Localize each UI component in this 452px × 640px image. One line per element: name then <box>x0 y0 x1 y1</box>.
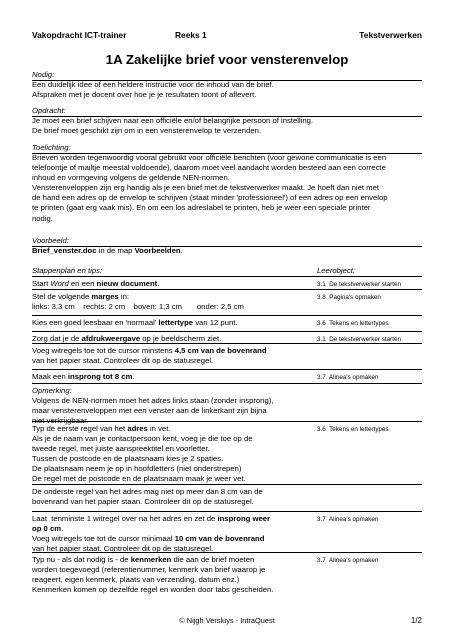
step-text-run: afdrukweergave <box>81 334 141 343</box>
step-divider <box>32 484 422 485</box>
toelichting-line: de hand een adres op de envelop te schrijven (staat minder 'professioneel') of een adres op een envelop <box>32 193 388 203</box>
step-text-run: nieuw document <box>96 279 158 288</box>
step-text-run: Stel de volgende <box>32 292 92 301</box>
step-divider <box>32 276 422 277</box>
opdracht-line: De brief moet geschikt zijn om in een vensterenvelop te verzenden. <box>32 126 262 136</box>
step-text-run: op je beeldscherm ziet. <box>140 334 222 343</box>
step-text <box>32 372 304 382</box>
step-objective: 3.1 De tekstverwerker starten <box>317 336 401 343</box>
step-text-run: adres <box>127 424 148 433</box>
step-text-run: Word <box>50 279 69 288</box>
step-text-run: van 12 punt. <box>193 318 238 327</box>
step-divider <box>32 343 422 344</box>
toelichting-line: Brieven worden tegenwoordig vooral gebruikt voor officiële berichten (voor gewone communicatie is een <box>32 153 387 162</box>
header-topic: Tekstverwerken <box>359 30 422 40</box>
step-text-run: Kenmerken komen op dezelfde regel en worden door tabs gescheiden. <box>32 585 274 595</box>
step-text-run: marges <box>91 292 119 301</box>
steps-label: Stappenplan en tips: <box>32 266 304 277</box>
toelichting-label: Toelichting: <box>32 143 422 154</box>
step-text-run: . <box>61 524 64 534</box>
step-divider <box>32 331 422 332</box>
voorbeeld-text <box>32 246 422 256</box>
step-text <box>32 279 304 289</box>
step-divider <box>32 315 422 316</box>
step-text-run: Start <box>32 279 51 288</box>
toelichting-line: telefoontje of mailtje meestal voldoende), daarom moet veel aandacht worden besteed aan een correcte <box>32 163 386 173</box>
step-text-run: . <box>132 372 135 381</box>
step-objective: 3.6 Tekens en lettertypes <box>317 320 389 327</box>
opdracht-text <box>32 116 422 136</box>
step-objective: 3.6 Tekens en lettertypes <box>317 426 389 433</box>
step-text-run: worden toegevoegd (referentienummer, kenmerk van brief waarop je <box>32 565 266 575</box>
step-text-run: Typ nu - als dat nodig is - de <box>32 555 131 564</box>
step-text-run: reageert, eigen kenmerk, plaats van verzending, datum enz.) <box>32 575 240 585</box>
step-text-run: links: 3,3 cm rechts: 2 cm boven: 1,3 cm onder: 2,5 cm <box>32 302 244 312</box>
step-text <box>32 292 304 312</box>
voorbeeld-end: . <box>180 246 183 255</box>
step-divider <box>32 421 422 422</box>
toelichting-line: inhoud en vormgeving volgens de geldende NEN-normen. <box>32 173 230 183</box>
step-text-run: op 0 cm <box>32 524 62 534</box>
page-title: 1A Zakelijke brief voor vensterenvelop <box>105 52 349 67</box>
step-text <box>32 346 304 366</box>
step-objective: 3.7 Alinea's opmaken <box>317 374 379 381</box>
step-divider <box>32 552 422 553</box>
step-text-run: Maak een <box>32 372 68 381</box>
step-text <box>32 318 304 328</box>
nodig-line: Afspraken met je docent over hoe je je resultaten toont of aflevert. <box>32 90 257 100</box>
step-text-run: lettertype <box>158 318 194 327</box>
footer-page-number: 1/2 <box>410 616 422 625</box>
step-objective: 3.1 De tekstverwerker starten <box>317 281 401 288</box>
step-text-run: De regel met de postcode en de plaatsnaam maak je weer vet. <box>32 474 246 484</box>
nodig-text <box>32 80 422 100</box>
step-text-run: . <box>157 279 160 288</box>
step-divider <box>32 511 422 512</box>
footer-copyright: © Nijgh Versluys - IntraQuest <box>179 616 275 625</box>
voorbeeld-folder: Voorbeelden <box>134 246 181 255</box>
step-text-run: 10 cm van de bovenrand <box>174 534 265 544</box>
step-text-run: Tussen de postcode en de plaatsnaam kies je 2 spaties. <box>32 454 224 464</box>
step-text-run: Kies een goed leesbaar en 'normaal' <box>32 318 159 327</box>
step-text-run: insprong tot 8 cm <box>67 372 133 381</box>
toelichting-line: te printen (gaat erg vaak mis). En om een los adreslabel te printen, heb je weer een speciale printer <box>32 203 371 213</box>
voorbeeld-label: Voorbeeld: <box>32 236 422 247</box>
step-text-run: bovenrand van het papier staan. Controleer dit op de statusregel. <box>32 497 254 507</box>
nodig-line: Een duidelijk idee of een heldere instructie voor de inhoud van de brief. <box>32 80 274 89</box>
nodig-label: Nodig: <box>32 70 422 81</box>
voorbeeld-mid: in de map <box>96 246 135 255</box>
step-text-run: in vet. <box>147 424 171 433</box>
page-footer <box>32 616 422 628</box>
step-text-run: van het papier staat. Controleer dit op de statusregel. <box>32 544 214 554</box>
step-text <box>32 424 304 485</box>
step-text-run: kenmerken <box>130 555 172 564</box>
step-text <box>32 487 304 507</box>
voorbeeld-file: Brief_venster.doc <box>32 246 97 255</box>
step-text-run: Volgens de NEN-normen moet het adres links staan (zonder insprong), <box>32 396 274 406</box>
toelichting-line: nodig. <box>32 213 53 223</box>
objectives-label: Leerobject: <box>317 266 422 277</box>
step-text-run: De onderste regel van het adres mag niet op meer dan 8 cm van de <box>32 487 263 496</box>
page-header <box>32 30 422 42</box>
step-objective: 3.7 Alinea's opmaken <box>317 557 379 564</box>
toelichting-text <box>32 153 422 224</box>
step-text-run: Opmerking: <box>32 386 72 395</box>
step-text-run: van het papier staat. Controleer dit op de statusregel. <box>32 356 214 366</box>
step-text-run: in: <box>118 292 130 301</box>
step-divider <box>32 383 422 384</box>
toelichting-line: Vensterenveloppen zijn erg handig als je een brief met de tekstverwerker maakt. Je hoeft dan niet met <box>32 183 379 193</box>
step-text-run: en een <box>68 279 97 288</box>
step-text-run: Als je de naam van je contactpersoon kent, voeg je die toe op de <box>32 434 253 444</box>
step-text-run: tweede regel, met juiste aanspreektitel en voorletter. <box>32 444 210 454</box>
step-text-run: Laat tenminste 1 witregel over na het adres en zet de <box>32 514 218 523</box>
step-text-run: Typ de eerste regel van het <box>32 424 128 433</box>
step-text-run: De plaatsnaam neem je op in hoofdletters (niet onderstrepen) <box>32 464 242 474</box>
header-series: Reeks 1 <box>175 30 207 40</box>
step-divider <box>32 369 422 370</box>
step-objective: 3.7 Alinea's opmaken <box>317 516 379 523</box>
step-text-run: 4,5 cm van de bovenrand <box>174 346 267 355</box>
step-text <box>32 514 304 554</box>
step-objective: 3.8 Pagina's opmaken <box>317 294 381 301</box>
step-text-run: insprong weer <box>217 514 271 523</box>
step-divider <box>32 289 422 290</box>
opdracht-line: Je moet een brief schijven naar een officiële en/of belangrijke persoon of instelling. <box>32 116 314 125</box>
opdracht-label: Opdracht: <box>32 106 422 117</box>
step-text-run: Voeg witregels toe tot de cursor minstens <box>32 346 175 355</box>
header-course: Vakopdracht ICT-trainer <box>32 30 127 40</box>
step-text <box>32 555 304 595</box>
step-text-run: maar vensterenveloppen met een venster aan de linkerkant zijn bijna <box>32 406 267 416</box>
step-text-run: Voeg witregels toe tot de cursor minimaal <box>32 534 175 544</box>
step-text-run: Zorg dat je de <box>32 334 82 343</box>
step-text-run: die aan de brief moeten <box>171 555 255 564</box>
step-text-run: niet verkrijgbaar. <box>32 416 89 426</box>
